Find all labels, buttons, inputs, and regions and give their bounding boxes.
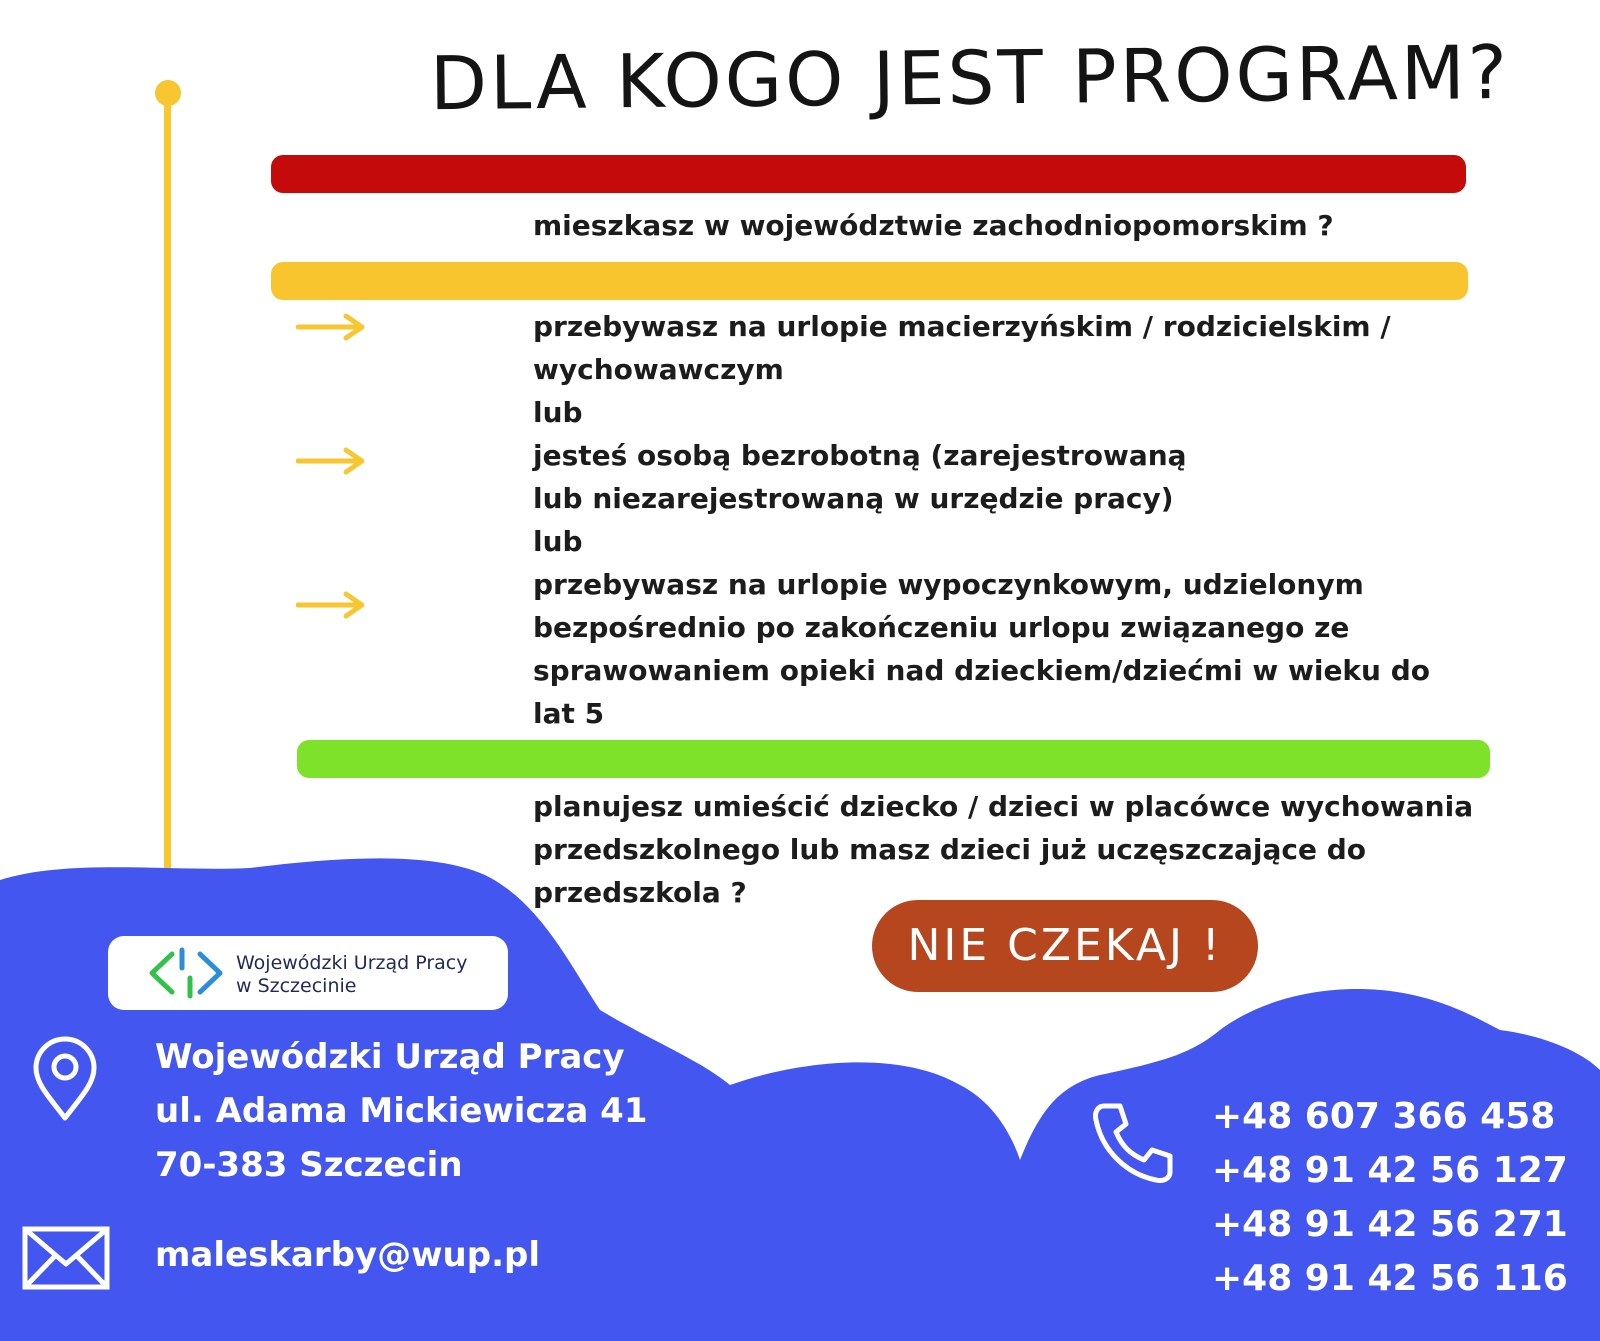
phone-number-3[interactable]: +48 91 42 56 271: [1212, 1204, 1568, 1245]
address-line-2: ul. Adama Mickiewicza 41: [155, 1091, 648, 1131]
phone-number-1[interactable]: +48 607 366 458: [1212, 1096, 1556, 1137]
status-or-1: lub: [533, 396, 583, 429]
status-option-1-line-1: przebywasz na urlopie macierzyńskim / rodzicielskim /: [533, 310, 1391, 343]
preschool-line-2: przedszkolnego lub masz dzieci już uczęszczające do: [533, 833, 1367, 866]
phone-icon: [1090, 1100, 1176, 1186]
wup-logo-icon: [146, 946, 226, 1000]
phone-list: [1212, 1090, 1568, 1306]
phone-number-2[interactable]: +48 91 42 56 127: [1212, 1150, 1568, 1191]
cta-label: NIE CZEKAJ !: [907, 920, 1223, 971]
address-line-1: Wojewódzki Urząd Pracy: [155, 1037, 625, 1077]
status-option-3-line-2: bezpośrednio po zakończeniu urlopu związanego ze: [533, 611, 1350, 644]
preschool-line-1: planujesz umieścić dziecko / dzieci w placówce wychowania: [533, 790, 1474, 823]
logo-text: [236, 952, 468, 998]
criterion-residence-text: mieszkasz w województwie zachodniopomorskim ?: [533, 209, 1334, 242]
envelope-icon: [22, 1226, 110, 1290]
phone-number-4[interactable]: +48 91 42 56 116: [1212, 1258, 1568, 1299]
logo-line-1: Wojewódzki Urząd Pracy: [236, 952, 468, 974]
criterion-preschool-block: [533, 785, 1473, 914]
preschool-line-3: przedszkola ?: [533, 876, 747, 909]
location-pin-icon: [30, 1036, 100, 1122]
status-option-2-line-2: lub niezarejestrowaną w urzędzie pracy): [533, 482, 1174, 515]
page-title: DLA KOGO JEST PROGRAM?: [429, 29, 1511, 128]
status-option-3-line-4: lat 5: [533, 697, 605, 730]
status-option-1-line-2: wychowawczym: [533, 353, 784, 386]
address-block: [155, 1030, 648, 1192]
status-option-3-line-3: sprawowaniem opieki nad dzieckiem/dziećmi w wieku do: [533, 654, 1431, 687]
status-option-2-line-1: jesteś osobą bezrobotną (zarejestrowaną: [533, 439, 1187, 472]
status-or-2: lub: [533, 525, 583, 558]
status-option-3-line-1: przebywasz na urlopie wypoczynkowym, udzielonym: [533, 568, 1364, 601]
cta-button[interactable]: [872, 900, 1258, 992]
address-line-3: 70-383 Szczecin: [155, 1145, 463, 1185]
email-link[interactable]: maleskarby@wup.pl: [155, 1235, 541, 1275]
logo-line-2: w Szczecinie: [236, 975, 357, 997]
